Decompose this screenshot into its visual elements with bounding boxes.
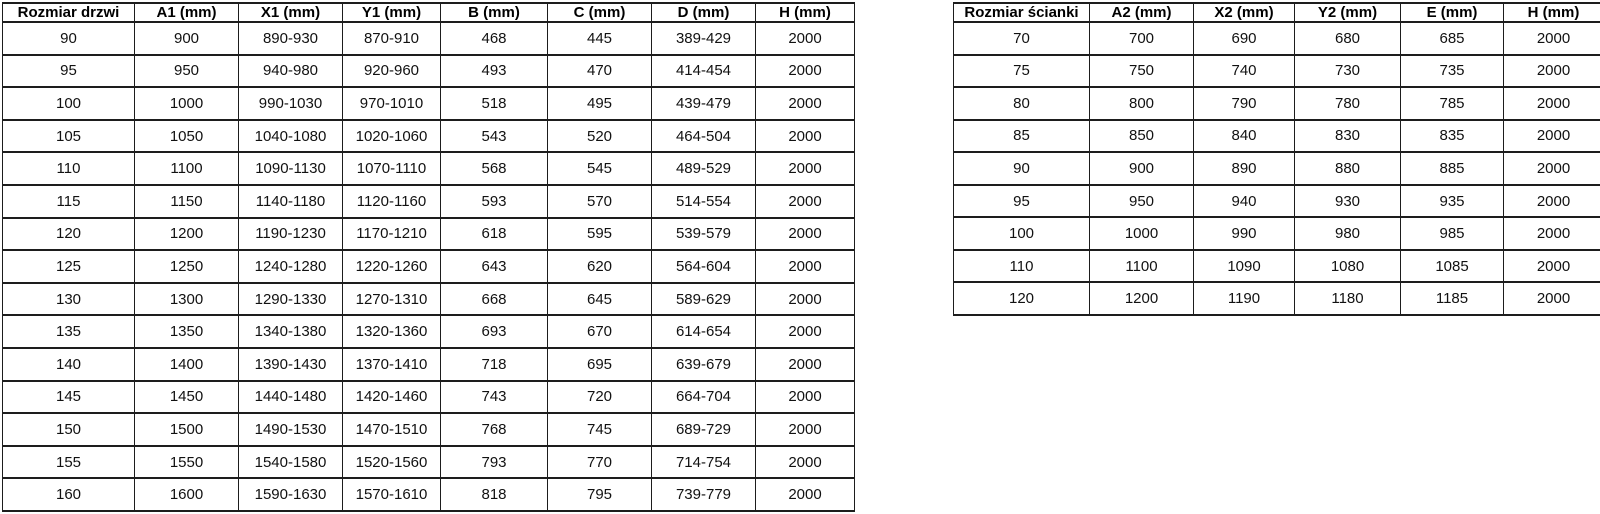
table-cell: 880 — [1295, 152, 1401, 185]
table-cell: 1250 — [135, 250, 239, 283]
table-row — [954, 87, 1600, 120]
column-header: D (mm) — [652, 3, 756, 22]
table-cell: 980 — [1295, 217, 1401, 250]
table-cell: 714-754 — [652, 446, 756, 479]
table-cell: 664-704 — [652, 381, 756, 414]
table-cell: 514-554 — [652, 185, 756, 218]
table-cell: 85 — [954, 120, 1090, 153]
table-cell: 2000 — [756, 413, 855, 446]
table-cell: 685 — [1401, 22, 1504, 55]
table-row — [954, 22, 1600, 55]
table-cell: 495 — [548, 87, 652, 120]
column-header: A1 (mm) — [135, 3, 239, 22]
table-cell: 95 — [954, 185, 1090, 218]
table-cell: 1370-1410 — [343, 348, 441, 381]
table-cell: 2000 — [756, 283, 855, 316]
table-cell: 140 — [3, 348, 135, 381]
table-row — [3, 446, 855, 479]
table-cell: 970-1010 — [343, 87, 441, 120]
table-cell: 645 — [548, 283, 652, 316]
table-row — [954, 185, 1600, 218]
column-header: A2 (mm) — [1090, 3, 1194, 22]
table-cell: 1600 — [135, 478, 239, 511]
table-cell: 950 — [1090, 185, 1194, 218]
table-cell: 2000 — [756, 250, 855, 283]
table-cell: 2000 — [1504, 217, 1600, 250]
table-cell: 885 — [1401, 152, 1504, 185]
table-cell: 1270-1310 — [343, 283, 441, 316]
table-row — [954, 282, 1600, 315]
column-header: H (mm) — [1504, 3, 1600, 22]
table-cell: 545 — [548, 152, 652, 185]
column-header: X2 (mm) — [1194, 3, 1295, 22]
table-row — [3, 152, 855, 185]
table-cell: 464-504 — [652, 120, 756, 153]
table-cell: 1240-1280 — [239, 250, 343, 283]
table-cell: 743 — [441, 381, 548, 414]
table-cell: 120 — [3, 218, 135, 251]
table-cell: 1190 — [1194, 282, 1295, 315]
table-cell: 1100 — [1090, 250, 1194, 283]
table-cell: 700 — [1090, 22, 1194, 55]
table-cell: 1140-1180 — [239, 185, 343, 218]
table-cell: 730 — [1295, 55, 1401, 88]
table-cell: 1100 — [135, 152, 239, 185]
column-header: Rozmiar drzwi — [3, 3, 135, 22]
table-row — [3, 185, 855, 218]
table-row — [954, 55, 1600, 88]
table-cell: 518 — [441, 87, 548, 120]
table-cell: 985 — [1401, 217, 1504, 250]
column-header: C (mm) — [548, 3, 652, 22]
table-cell: 2000 — [756, 348, 855, 381]
table-cell: 135 — [3, 315, 135, 348]
table-cell: 668 — [441, 283, 548, 316]
table-cell: 493 — [441, 55, 548, 88]
table-cell: 125 — [3, 250, 135, 283]
table-cell: 1190-1230 — [239, 218, 343, 251]
table-cell: 900 — [1090, 152, 1194, 185]
column-header: Y1 (mm) — [343, 3, 441, 22]
table-cell: 439-479 — [652, 87, 756, 120]
table-cell: 110 — [3, 152, 135, 185]
table-cell: 695 — [548, 348, 652, 381]
table-cell: 793 — [441, 446, 548, 479]
table-cell: 870-910 — [343, 22, 441, 55]
table-cell: 835 — [1401, 120, 1504, 153]
table-cell: 1440-1480 — [239, 381, 343, 414]
table-cell: 990-1030 — [239, 87, 343, 120]
table-cell: 1520-1560 — [343, 446, 441, 479]
table-row — [3, 55, 855, 88]
table-cell: 110 — [954, 250, 1090, 283]
table-cell: 115 — [3, 185, 135, 218]
table-cell: 1180 — [1295, 282, 1401, 315]
table-cell: 795 — [548, 478, 652, 511]
table-cell: 1120-1160 — [343, 185, 441, 218]
table-cell: 2000 — [756, 22, 855, 55]
table-cell: 90 — [954, 152, 1090, 185]
column-header: Y2 (mm) — [1295, 3, 1401, 22]
table-cell: 1340-1380 — [239, 315, 343, 348]
table-cell: 589-629 — [652, 283, 756, 316]
table-cell: 2000 — [756, 120, 855, 153]
table-cell: 750 — [1090, 55, 1194, 88]
table-cell: 1500 — [135, 413, 239, 446]
table-cell: 1050 — [135, 120, 239, 153]
column-header: X1 (mm) — [239, 3, 343, 22]
table-cell: 150 — [3, 413, 135, 446]
table-cell: 1020-1060 — [343, 120, 441, 153]
table-cell: 1200 — [1090, 282, 1194, 315]
column-header: B (mm) — [441, 3, 548, 22]
table-cell: 740 — [1194, 55, 1295, 88]
table-cell: 1000 — [135, 87, 239, 120]
header-row — [3, 3, 855, 22]
table-cell: 95 — [3, 55, 135, 88]
table-cell: 1320-1360 — [343, 315, 441, 348]
table-cell: 620 — [548, 250, 652, 283]
table-row — [3, 120, 855, 153]
table-row — [3, 87, 855, 120]
table-cell: 1290-1330 — [239, 283, 343, 316]
table-cell: 100 — [3, 87, 135, 120]
table-cell: 155 — [3, 446, 135, 479]
table-cell: 1185 — [1401, 282, 1504, 315]
table-cell: 570 — [548, 185, 652, 218]
table-cell: 2000 — [1504, 250, 1600, 283]
table-cell: 818 — [441, 478, 548, 511]
table-cell: 718 — [441, 348, 548, 381]
table-cell: 1090 — [1194, 250, 1295, 283]
table-cell: 1420-1460 — [343, 381, 441, 414]
table-cell: 690 — [1194, 22, 1295, 55]
table-cell: 920-960 — [343, 55, 441, 88]
table-cell: 470 — [548, 55, 652, 88]
table-cell: 618 — [441, 218, 548, 251]
table-row — [954, 250, 1600, 283]
column-header: Rozmiar ścianki — [954, 3, 1090, 22]
table-cell: 543 — [441, 120, 548, 153]
table-cell: 720 — [548, 381, 652, 414]
table-cell: 1085 — [1401, 250, 1504, 283]
table-row — [3, 250, 855, 283]
table-cell: 160 — [3, 478, 135, 511]
table-cell: 145 — [3, 381, 135, 414]
table-cell: 130 — [3, 283, 135, 316]
door-sizes-table — [2, 2, 855, 512]
table-cell: 930 — [1295, 185, 1401, 218]
table-cell: 2000 — [1504, 185, 1600, 218]
table-cell: 1470-1510 — [343, 413, 441, 446]
table-cell: 100 — [954, 217, 1090, 250]
table-cell: 1000 — [1090, 217, 1194, 250]
table-cell: 735 — [1401, 55, 1504, 88]
table-cell: 2000 — [1504, 22, 1600, 55]
table-cell: 2000 — [1504, 120, 1600, 153]
table-cell: 1090-1130 — [239, 152, 343, 185]
table-row — [954, 152, 1600, 185]
table-row — [3, 381, 855, 414]
table-cell: 770 — [548, 446, 652, 479]
table-cell: 1350 — [135, 315, 239, 348]
table-cell: 120 — [954, 282, 1090, 315]
table-cell: 1070-1110 — [343, 152, 441, 185]
table-cell: 1490-1530 — [239, 413, 343, 446]
table-cell: 2000 — [1504, 282, 1600, 315]
table-cell: 2000 — [756, 55, 855, 88]
table-cell: 800 — [1090, 87, 1194, 120]
table-cell: 1400 — [135, 348, 239, 381]
table-cell: 1450 — [135, 381, 239, 414]
table-cell: 414-454 — [652, 55, 756, 88]
header-row — [954, 3, 1600, 22]
table-cell: 680 — [1295, 22, 1401, 55]
table-cell: 445 — [548, 22, 652, 55]
table-cell: 1200 — [135, 218, 239, 251]
table-row — [3, 218, 855, 251]
table-cell: 689-729 — [652, 413, 756, 446]
table-cell: 468 — [441, 22, 548, 55]
table-cell: 940 — [1194, 185, 1295, 218]
table-row — [954, 217, 1600, 250]
table-cell: 75 — [954, 55, 1090, 88]
table-cell: 890 — [1194, 152, 1295, 185]
table-cell: 900 — [135, 22, 239, 55]
table-cell: 80 — [954, 87, 1090, 120]
table-cell: 940-980 — [239, 55, 343, 88]
table-cell: 840 — [1194, 120, 1295, 153]
table-cell: 780 — [1295, 87, 1401, 120]
table-row — [3, 22, 855, 55]
wall-sizes-table — [953, 2, 1600, 316]
table-cell: 2000 — [756, 446, 855, 479]
table-cell: 2000 — [1504, 55, 1600, 88]
table-cell: 70 — [954, 22, 1090, 55]
table-cell: 1550 — [135, 446, 239, 479]
table-cell: 2000 — [756, 152, 855, 185]
table-cell: 568 — [441, 152, 548, 185]
table-row — [3, 478, 855, 511]
table-row — [3, 315, 855, 348]
table-cell: 1040-1080 — [239, 120, 343, 153]
table-cell: 520 — [548, 120, 652, 153]
table-cell: 768 — [441, 413, 548, 446]
table-cell: 639-679 — [652, 348, 756, 381]
table-cell: 1300 — [135, 283, 239, 316]
table-cell: 2000 — [756, 315, 855, 348]
table-cell: 2000 — [756, 218, 855, 251]
table-row — [3, 348, 855, 381]
table-cell: 1080 — [1295, 250, 1401, 283]
table-cell: 790 — [1194, 87, 1295, 120]
table-cell: 2000 — [1504, 152, 1600, 185]
table-cell: 2000 — [756, 87, 855, 120]
table-cell: 745 — [548, 413, 652, 446]
table-cell: 389-429 — [652, 22, 756, 55]
table-cell: 595 — [548, 218, 652, 251]
column-header: H (mm) — [756, 3, 855, 22]
table-cell: 950 — [135, 55, 239, 88]
table-cell: 693 — [441, 315, 548, 348]
table-row — [954, 120, 1600, 153]
table-cell: 539-579 — [652, 218, 756, 251]
table-cell: 830 — [1295, 120, 1401, 153]
table-cell: 1390-1430 — [239, 348, 343, 381]
table-cell: 1570-1610 — [343, 478, 441, 511]
column-header: E (mm) — [1401, 3, 1504, 22]
table-cell: 990 — [1194, 217, 1295, 250]
table-cell: 1170-1210 — [343, 218, 441, 251]
table-cell: 2000 — [756, 478, 855, 511]
table-cell: 1590-1630 — [239, 478, 343, 511]
table-cell: 850 — [1090, 120, 1194, 153]
table-cell: 593 — [441, 185, 548, 218]
table-cell: 1220-1260 — [343, 250, 441, 283]
table-cell: 739-779 — [652, 478, 756, 511]
table-cell: 935 — [1401, 185, 1504, 218]
table-cell: 564-604 — [652, 250, 756, 283]
table-cell: 1540-1580 — [239, 446, 343, 479]
table-cell: 90 — [3, 22, 135, 55]
table-cell: 785 — [1401, 87, 1504, 120]
table-cell: 643 — [441, 250, 548, 283]
table-cell: 890-930 — [239, 22, 343, 55]
table-cell: 1150 — [135, 185, 239, 218]
table-row — [3, 283, 855, 316]
table-cell: 670 — [548, 315, 652, 348]
table-cell: 489-529 — [652, 152, 756, 185]
table-cell: 614-654 — [652, 315, 756, 348]
table-row — [3, 413, 855, 446]
table-cell: 105 — [3, 120, 135, 153]
table-cell: 2000 — [756, 381, 855, 414]
table-cell: 2000 — [756, 185, 855, 218]
table-cell: 2000 — [1504, 87, 1600, 120]
